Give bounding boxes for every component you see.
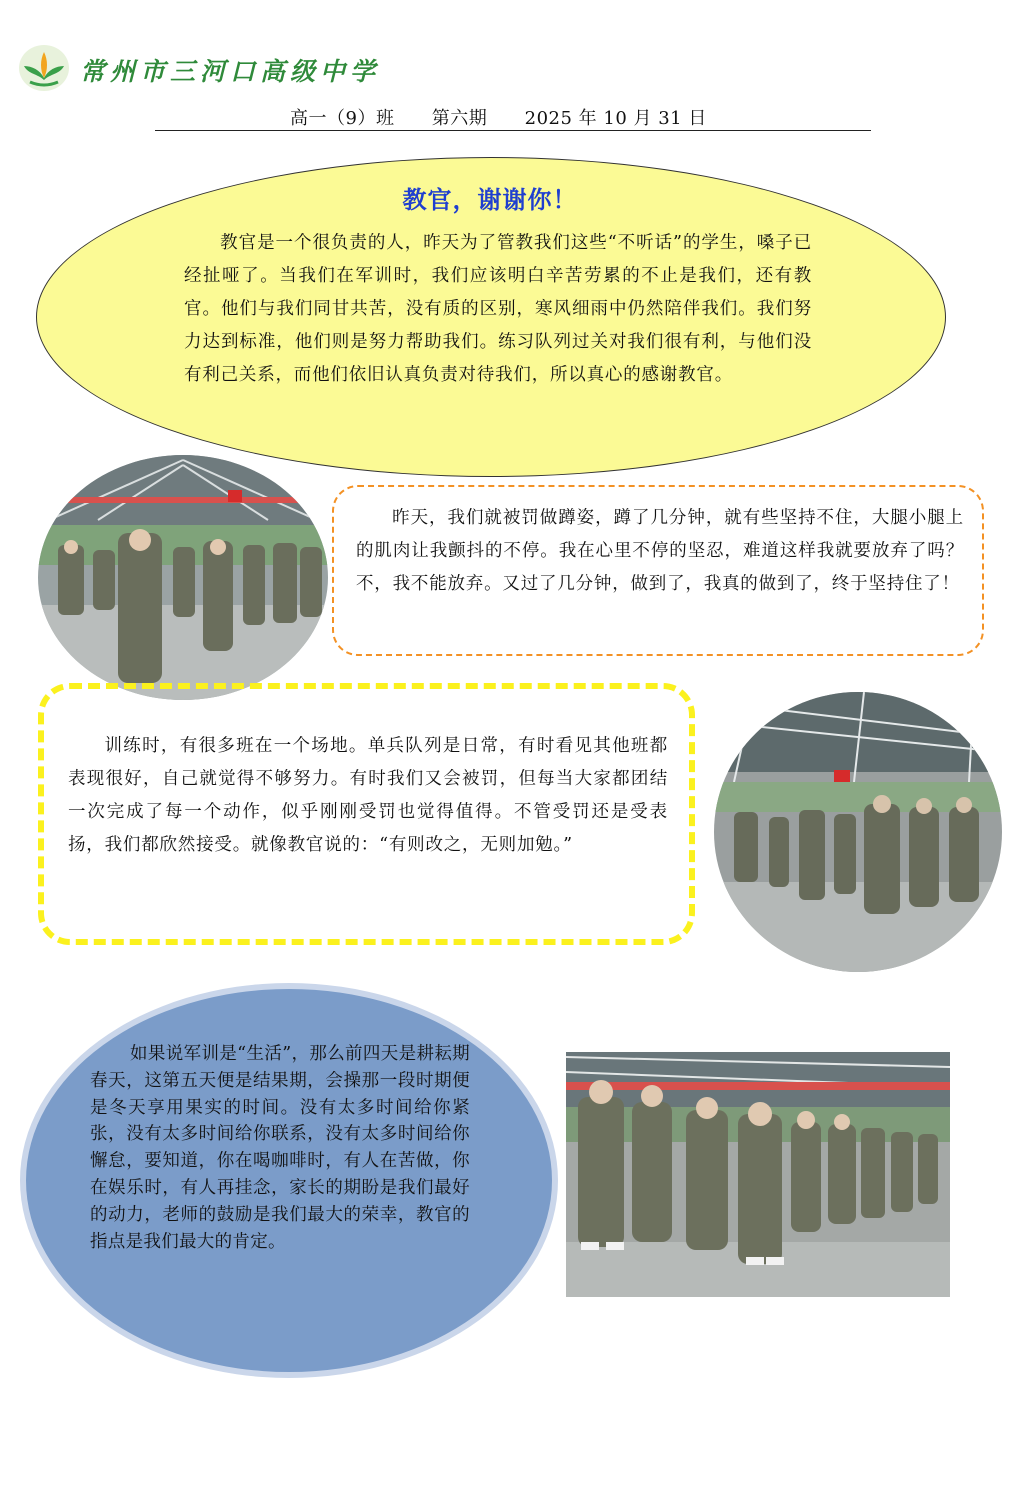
paragraph-4-text: 如果说军训是“生活”，那么前四天是耕耘期春天，这第五天便是结果期，会操那一段时期便是冬天享用果实的时间。没有太多时间给你紧张，没有太多时间给你联系，没有太多时间给你懈怠，要知道，你在喝咖啡时，有人在苦做，你在娱乐时，有人再挂念，家长的期盼是我们最好的动力，老师的鼓励是我们最大的荣幸，教官的指点是我们最大的肯定。: [90, 1044, 470, 1252]
paragraph-training-field: [68, 730, 668, 862]
training-photo-formation: [566, 1052, 950, 1297]
article-title: 教官，谢谢你！: [402, 185, 578, 214]
header-divider: [155, 130, 871, 131]
training-photo-drill: [38, 455, 328, 700]
paragraph-1-text: 教官是一个很负责的人，昨天为了管教我们这些“不听话”的学生，嗓子已经扯哑了。当我们在军训时，我们应该明白辛苦劳累的不止是我们，还有教官。他们与我们同甘共苦，没有质的区别，寒风细雨中仍然陪伴我们。我们努力达到标准，他们则是努力帮助我们。练习队列过关对我们很有利，与他们没有利己关系，而他们依旧认真负责对待我们，所以真心的感谢教官。: [184, 233, 812, 385]
paragraph-2-text: 昨天，我们就被罚做蹲姿，蹲了几分钟，就有些坚持不住，大腿小腿上的肌肉让我颤抖的不停。我在心里不停的坚忍，难道这样我就要放弃了吗？不，我不能放弃。又过了几分钟，做到了，我真的做到了，终于坚持住了！: [356, 508, 964, 594]
paragraph-squat-punishment: [356, 502, 964, 601]
paragraph-3-text: 训练时，有很多班在一个场地。单兵队列是日常，有时看见其他班都表现很好，自己就觉得不够努力。有时我们又会被罚，但每当大家都团结一次完成了每一个动作，似乎刚刚受罚也觉得值得。不管受罚还是受表扬，我们都欣然接受。就像教官说的：“有则改之，无则加勉。”: [68, 736, 668, 855]
school-logo-icon: [18, 44, 70, 92]
issue-info: 高一（9）班 第六期 2025 年 10 月 31 日: [290, 108, 707, 129]
paragraph-thanks-instructor: [184, 227, 812, 392]
school-name: 常州市三河口高级中学: [80, 57, 381, 86]
training-photo-march: [714, 692, 1002, 972]
paragraph-military-life: [90, 1041, 470, 1255]
